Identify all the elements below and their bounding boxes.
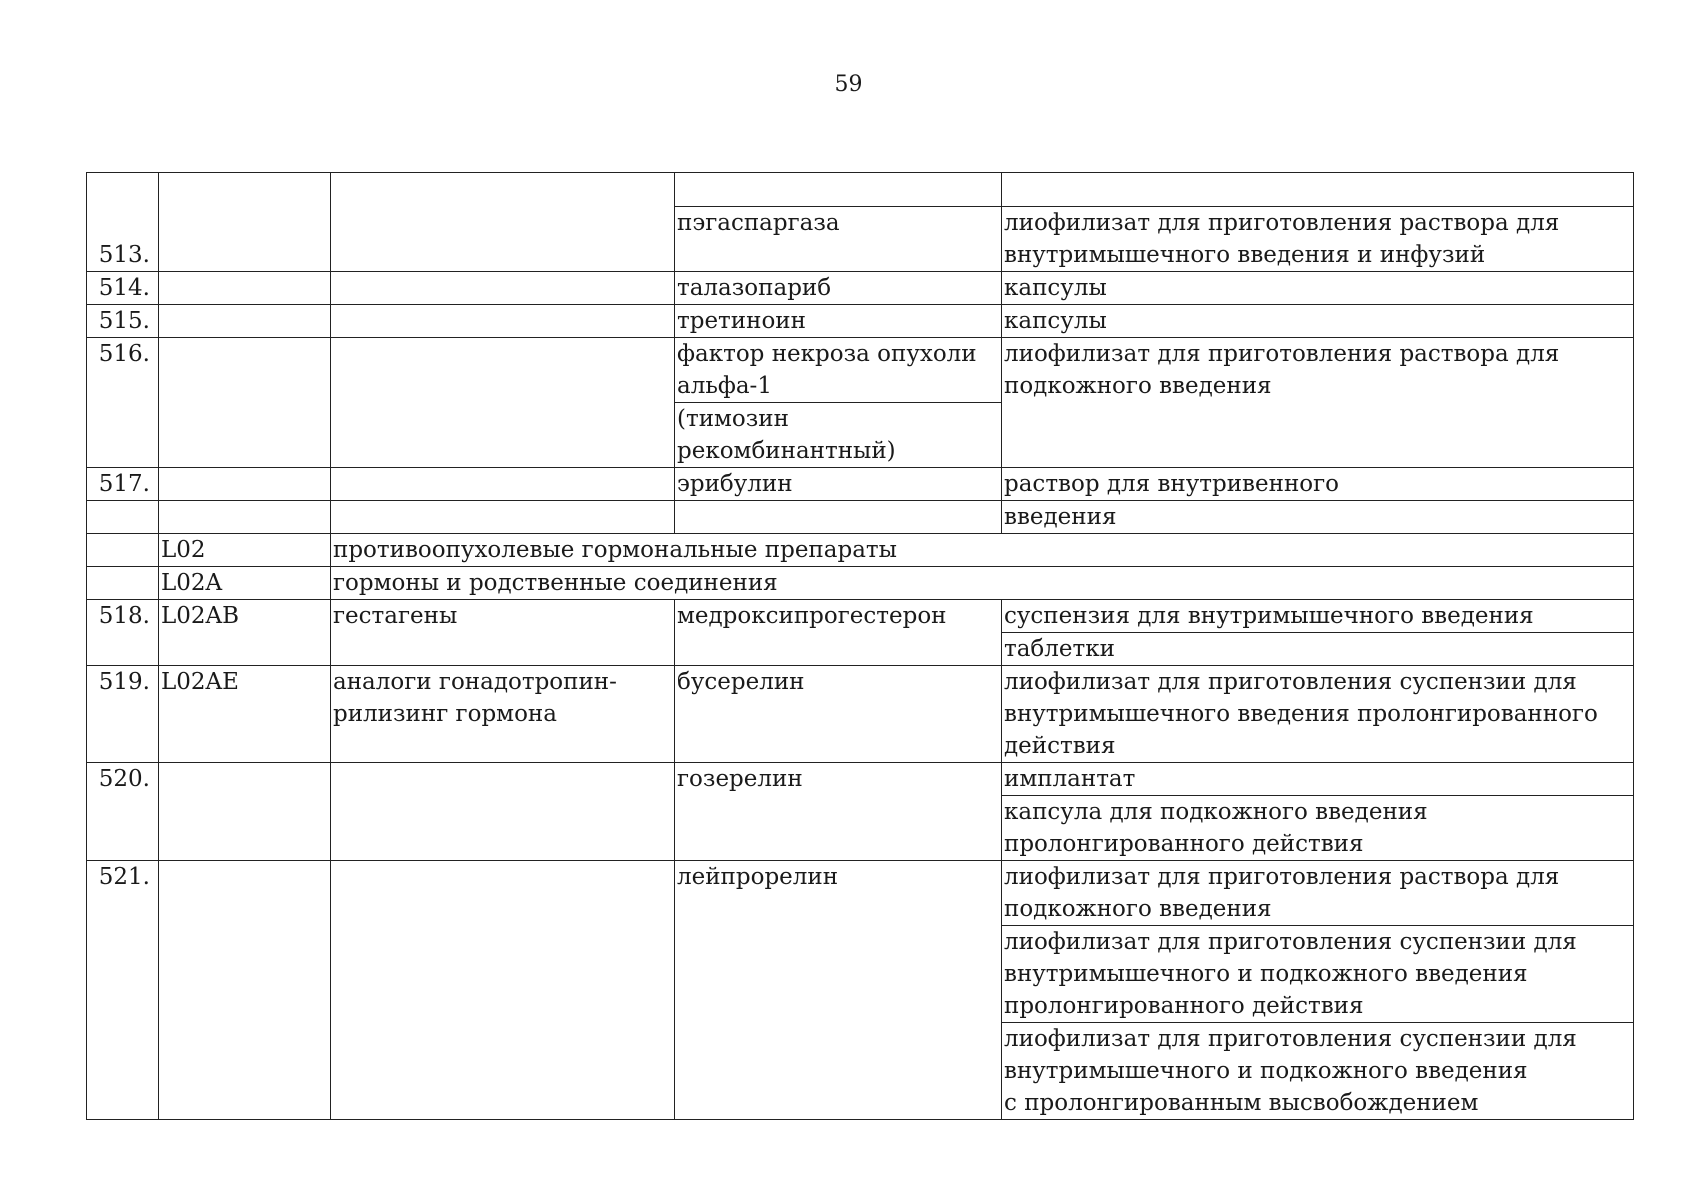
cell-code: L02: [159, 534, 331, 567]
form-text: внутримышечного введения пролонгированного: [1004, 701, 1598, 727]
cell-form: [1002, 173, 1634, 207]
table-row: [87, 600, 1634, 633]
cell-form: [1002, 926, 1634, 1023]
cell-form: имплантат: [1002, 763, 1634, 796]
cell-number: 515.: [87, 305, 159, 338]
group-text: аналоги гонадотропин-: [333, 669, 617, 695]
cell-form: капсулы: [1002, 272, 1634, 305]
cell-number: [87, 534, 159, 567]
table-row: [87, 861, 1634, 926]
table-row: [87, 666, 1634, 763]
table-row-section: [87, 567, 1634, 600]
cell-inn: эрибулин: [675, 468, 1002, 501]
form-text: пролонгированного действия: [1004, 993, 1364, 1019]
form-text: внутримышечного и подкожного введения: [1004, 961, 1528, 987]
form-text: лиофилизат для приготовления суспензии для: [1004, 669, 1577, 695]
form-text: лиофилизат для приготовления суспензии для: [1004, 929, 1577, 955]
form-text: с пролонгированным высвобождением: [1004, 1090, 1479, 1116]
cell-number: 514.: [87, 272, 159, 305]
cell-group: [331, 272, 675, 305]
cell-group: [331, 763, 675, 861]
cell-number: 517.: [87, 468, 159, 501]
cell-form: суспензия для внутримышечного введения: [1002, 600, 1634, 633]
inn-text: фактор некроза опухоли: [677, 341, 977, 367]
cell-group: [331, 861, 675, 1120]
cell-code: [159, 305, 331, 338]
cell-code: [159, 272, 331, 305]
cell-form: [1002, 861, 1634, 926]
form-text: лиофилизат для приготовления раствора для: [1004, 210, 1560, 236]
cell-inn: бусерелин: [675, 666, 1002, 763]
row-number-513: 513.: [98, 242, 150, 268]
cell-inn: третиноин: [675, 305, 1002, 338]
cell-code: [159, 468, 331, 501]
cell-inn: медроксипрогестерон: [675, 600, 1002, 666]
table-row: [87, 763, 1634, 796]
form-text: лиофилизат для приготовления суспензии для: [1004, 1026, 1577, 1052]
cell-form: введения: [1002, 501, 1634, 534]
cell-code: [159, 173, 331, 272]
cell-group: [331, 305, 675, 338]
cell-group: [331, 173, 675, 272]
inn-text: (тимозин: [677, 406, 789, 432]
cell-inn: [675, 501, 1002, 534]
cell-number: 521.: [87, 861, 159, 1120]
cell-group: гестагены: [331, 600, 675, 666]
cell-code: [159, 763, 331, 861]
table-row-blank-top: [87, 173, 1634, 207]
form-text: подкожного введения: [1004, 896, 1272, 922]
cell-form: [1002, 207, 1634, 272]
form-text: лиофилизат для приготовления раствора для: [1004, 864, 1560, 890]
cell-form: капсулы: [1002, 305, 1634, 338]
cell-inn: лейпрорелин: [675, 861, 1002, 1120]
form-text: лиофилизат для приготовления раствора для: [1004, 341, 1560, 367]
cell-group: [331, 468, 675, 501]
cell-form: [1002, 338, 1634, 468]
cell-number: [87, 567, 159, 600]
form-text: действия: [1004, 733, 1116, 759]
table-row: [87, 272, 1634, 305]
form-text: внутримышечного введения и инфузий: [1004, 242, 1486, 268]
cell-section-name: противоопухолевые гормональные препараты: [331, 534, 1634, 567]
form-text: подкожного введения: [1004, 373, 1272, 399]
cell-form: [1002, 666, 1634, 763]
cell-form: таблетки: [1002, 633, 1634, 666]
form-text: внутримышечного и подкожного введения: [1004, 1058, 1528, 1084]
cell-code: [159, 338, 331, 468]
cell-section-name: гормоны и родственные соединения: [331, 567, 1634, 600]
table-row: [87, 338, 1634, 403]
cell-group: [331, 338, 675, 468]
table-row: [87, 501, 1634, 534]
cell-number: [87, 173, 159, 272]
cell-form: раствор для внутривенного: [1002, 468, 1634, 501]
inn-text: рекомбинантный): [677, 438, 896, 464]
inn-text: альфа-1: [677, 373, 772, 399]
table-row: [87, 305, 1634, 338]
cell-code: L02A: [159, 567, 331, 600]
cell-form: [1002, 796, 1634, 861]
group-text: рилизинг гормона: [333, 701, 557, 727]
form-text: капсула для подкожного введения: [1004, 799, 1428, 825]
table-row-section: [87, 534, 1634, 567]
cell-code: [159, 861, 331, 1120]
cell-number: 520.: [87, 763, 159, 861]
cell-inn: [675, 338, 1002, 403]
cell-group: [331, 501, 675, 534]
cell-number: 519.: [87, 666, 159, 763]
cell-inn: талазопариб: [675, 272, 1002, 305]
cell-form: [1002, 1023, 1634, 1120]
cell-code: L02AB: [159, 600, 331, 666]
cell-inn: [675, 207, 1002, 272]
cell-inn: [675, 173, 1002, 207]
cell-number: 516.: [87, 338, 159, 468]
table-row: [87, 468, 1634, 501]
cell-inn: гозерелин: [675, 763, 1002, 861]
drug-table: [86, 172, 1634, 1120]
inn-text: пэгаспаргаза: [677, 210, 840, 236]
cell-code: [159, 501, 331, 534]
cell-code: L02AE: [159, 666, 331, 763]
cell-group: [331, 666, 675, 763]
cell-inn: [675, 403, 1002, 468]
page-number: 59: [834, 72, 863, 97]
cell-number: [87, 501, 159, 534]
form-text: пролонгированного действия: [1004, 831, 1364, 857]
cell-number: 518.: [87, 600, 159, 666]
